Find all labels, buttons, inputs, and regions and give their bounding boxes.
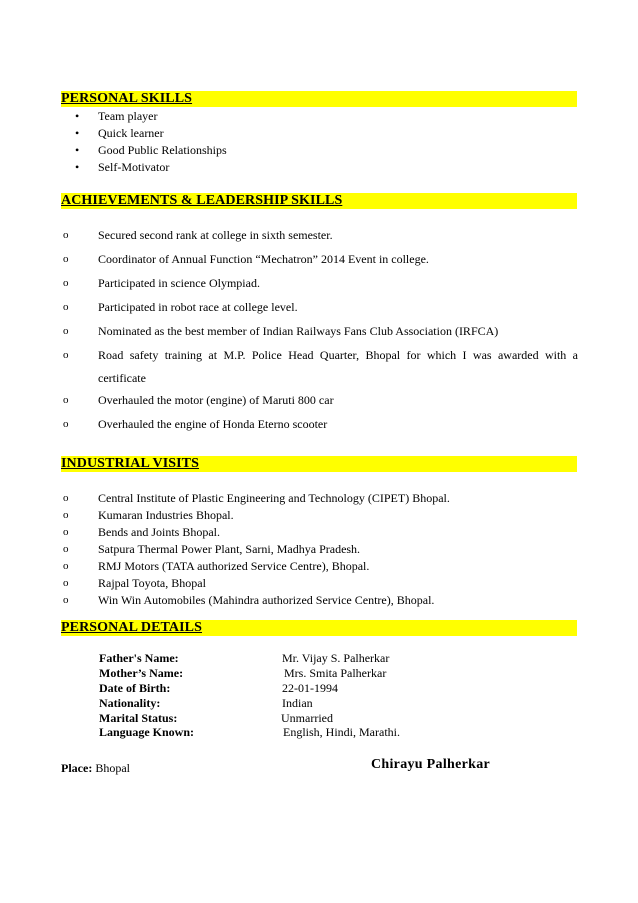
place-line xyxy=(61,761,130,776)
list-item-text: Overhauled the motor (engine) of Maruti 800 car xyxy=(98,393,334,407)
sub-bullet-icon: o xyxy=(63,577,69,589)
list-item-text: Win Win Automobiles (Mahindra authorized Service Centre), Bhopal. xyxy=(98,593,435,607)
list-item-text: Road safety training at M.P. Police Head Quarter, Bhopal for which I was awarded with a xyxy=(98,348,578,362)
list-item-text: Secured second rank at college in sixth semester. xyxy=(98,228,333,242)
detail-label-nationality: Nationality: xyxy=(99,696,161,710)
detail-label-language-known: Language Known: xyxy=(99,725,195,739)
detail-label-date-of-birth: Date of Birth: xyxy=(99,681,171,695)
list-item-text: Coordinator of Annual Function “Mechatron” 2014 Event in college. xyxy=(98,252,429,266)
sub-bullet-icon: o xyxy=(63,277,69,289)
list-item-text: Nominated as the best member of Indian Railways Fans Club Association (IRFCA) xyxy=(98,324,499,338)
list-item-text: Quick learner xyxy=(98,126,164,140)
sub-bullet-icon: o xyxy=(63,418,69,430)
list-item-text: Bends and Joints Bhopal. xyxy=(98,525,220,539)
place-label: Place: xyxy=(61,761,93,775)
signature-name: Chirayu Palherkar xyxy=(371,757,491,772)
sub-bullet-icon: o xyxy=(63,492,69,504)
section-heading-industrial-visits: INDUSTRIAL VISITS xyxy=(61,456,577,472)
list-item-text: Participated in robot race at college level. xyxy=(98,300,298,314)
sub-bullet-icon: o xyxy=(63,253,69,265)
detail-value-language-known: English, Hindi, Marathi. xyxy=(283,725,400,739)
sub-bullet-icon: o xyxy=(63,229,69,241)
detail-label-marital-status: Marital Status: xyxy=(99,711,178,725)
list-item-text: Good Public Relationships xyxy=(98,143,227,157)
sub-bullet-icon: o xyxy=(63,526,69,538)
list-item-text: Rajpal Toyota, Bhopal xyxy=(98,576,206,590)
sub-bullet-icon: o xyxy=(63,394,69,406)
list-item-text: RMJ Motors (TATA authorized Service Centre), Bhopal. xyxy=(98,559,370,573)
bullet-icon: • xyxy=(75,109,80,123)
sub-bullet-icon: o xyxy=(63,560,69,572)
sub-bullet-icon: o xyxy=(63,509,69,521)
list-item-text: Participated in science Olympiad. xyxy=(98,276,260,290)
detail-value-date-of-birth: 22-01-1994 xyxy=(282,681,338,695)
bullet-icon: • xyxy=(75,143,80,157)
detail-value-marital-status: Unmarried xyxy=(281,711,333,725)
sub-bullet-icon: o xyxy=(63,301,69,313)
bullet-icon: • xyxy=(75,160,80,174)
list-item-text: Team player xyxy=(98,109,158,123)
sub-bullet-icon: o xyxy=(63,594,69,606)
detail-value-mother-name: Mrs. Smita Palherkar xyxy=(284,666,387,680)
detail-label-father-name: Father's Name: xyxy=(99,651,179,665)
detail-value-nationality: Indian xyxy=(282,696,313,710)
list-item-text: Overhauled the engine of Honda Eterno scooter xyxy=(98,417,328,431)
sub-bullet-icon: o xyxy=(63,325,69,337)
list-item-text-continuation: certificate xyxy=(98,371,146,385)
list-item-text: Satpura Thermal Power Plant, Sarni, Madhya Pradesh. xyxy=(98,542,361,556)
section-heading-personal-skills: PERSONAL SKILLS xyxy=(61,91,577,107)
detail-label-mother-name: Mother’s Name: xyxy=(99,666,184,680)
bullet-icon: • xyxy=(75,126,80,140)
sub-bullet-icon: o xyxy=(63,543,69,555)
sub-bullet-icon: o xyxy=(63,349,69,361)
section-heading-achievements: ACHIEVEMENTS & LEADERSHIP SKILLS xyxy=(61,193,577,209)
section-heading-personal-details: PERSONAL DETAILS xyxy=(61,620,577,636)
detail-value-father-name: Mr. Vijay S. Palherkar xyxy=(282,651,390,665)
place-value: Bhopal xyxy=(95,761,130,775)
list-item-text: Central Institute of Plastic Engineering and Technology (CIPET) Bhopal. xyxy=(98,491,450,505)
list-item-text: Kumaran Industries Bhopal. xyxy=(98,508,234,522)
list-item-text: Self-Motivator xyxy=(98,160,170,174)
